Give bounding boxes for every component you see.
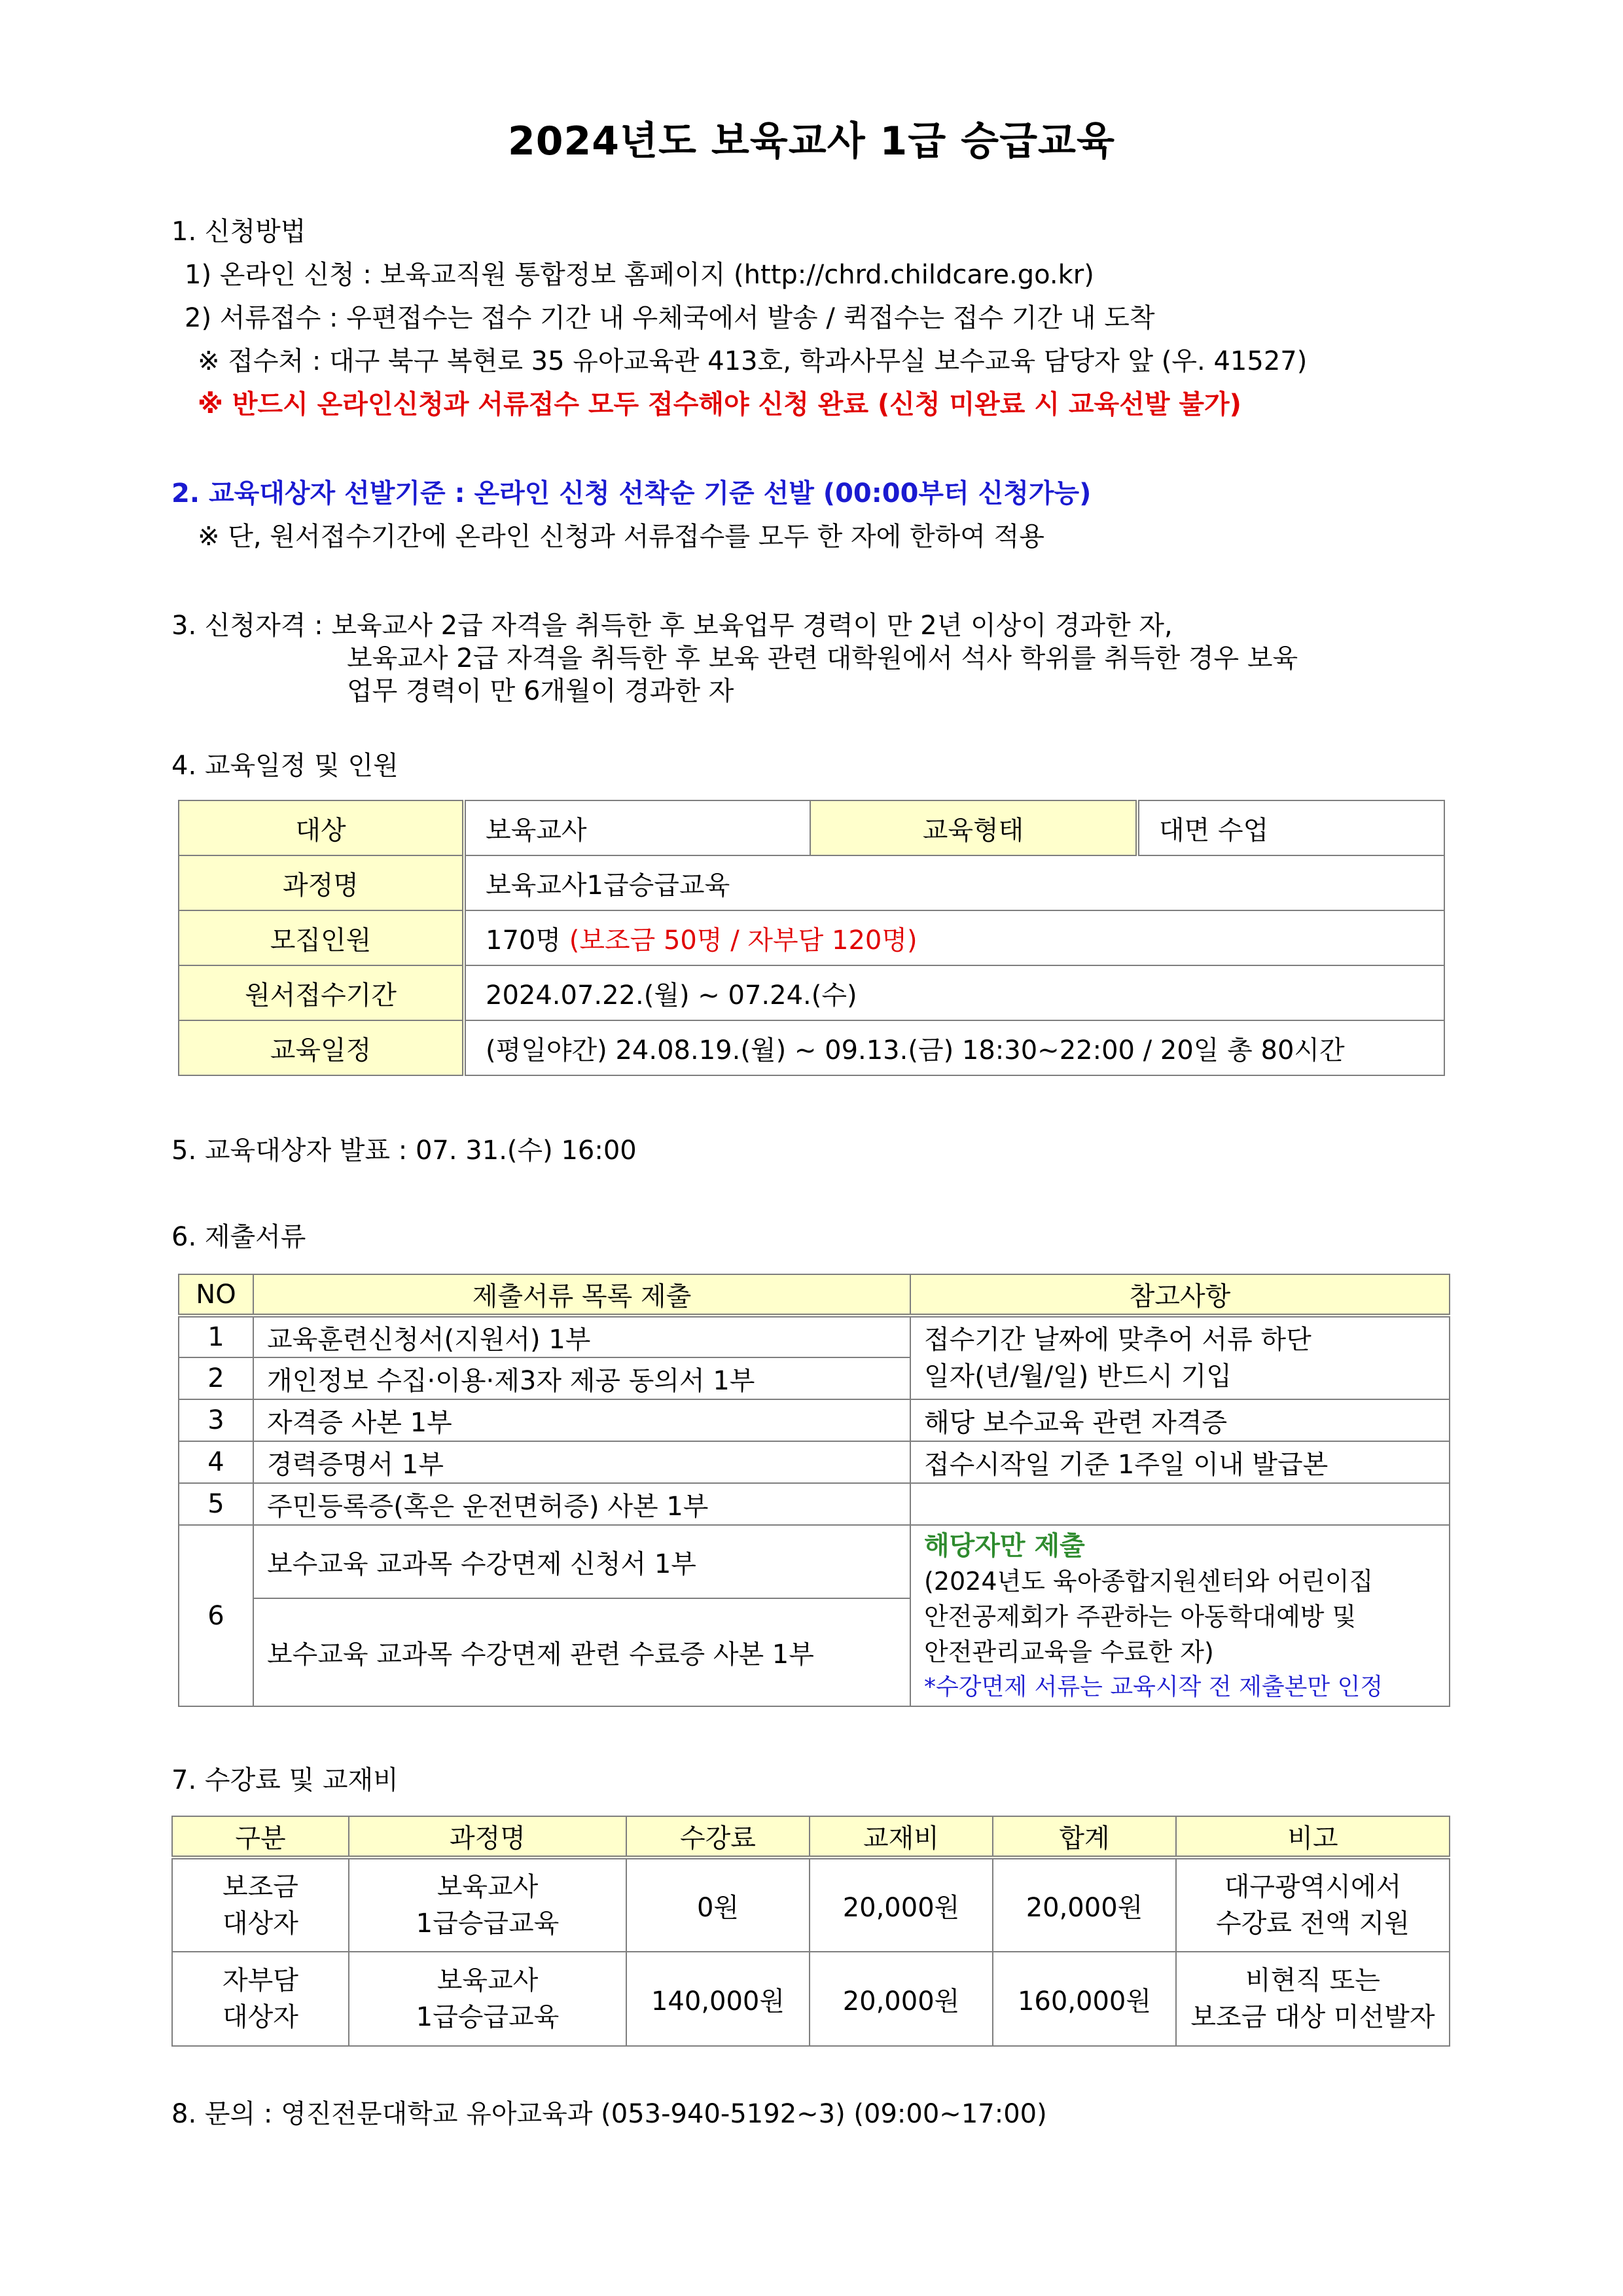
fee-col-fee: 수강료 [626,1816,810,1857]
recruit-detail: (보조금 50명 / 자부담 120명) [569,925,918,956]
doc-note: 해당 보수교육 관련 자격증 [910,1399,1450,1441]
fee-course-line-2: 1급승급교육 [416,2002,560,2032]
doc-name: 교육훈련신청서(지원서) 1부 [253,1316,910,1357]
note-exemption-line-3: 안전관리교육을 수료한 자) [924,1638,1214,1666]
page-title: 2024년도 보육교사 1급 승급교육 [508,118,1115,164]
section-5-text: 5. 교육대상자 발표 : 07. 31.(수) 16:00 [171,1136,637,1166]
total-amount: 20,000원 [993,1857,1176,1952]
fee-col-total: 합계 [993,1816,1176,1857]
schedule-table [178,800,1445,1076]
col-note: 참고사항 [910,1274,1450,1316]
schedule-label: 교육일정 [179,1020,464,1075]
fee-amount: 0원 [626,1857,810,1952]
doc-name: 보수교육 교과목 수강면제 신청서 1부 [253,1525,910,1598]
section-3-line-2: 보육교사 2급 자격을 취득한 후 보육 관련 대학원에서 석사 학위를 취득한 경우 보육 [347,643,1298,673]
doc-no: 4 [179,1441,253,1483]
fee-amount: 140,000원 [626,1952,810,2046]
fee-type [172,1857,349,1952]
fee-col-note: 비고 [1176,1816,1450,1857]
total-amount: 160,000원 [993,1952,1176,2046]
course-label: 과정명 [179,855,464,910]
note-dates [910,1316,1450,1399]
recruit-value: 170명 [486,925,561,956]
fee-course [349,1952,626,2046]
fee-col-book: 교재비 [810,1816,993,1857]
section-8-text: 8. 문의 : 영진전문대학교 유아교육과 (053-940-5192~3) (09:00~17:00) [171,2099,1047,2129]
section-4-heading: 4. 교육일정 및 인원 [171,751,399,781]
section-2-heading: 2. 교육대상자 선발기준 : 온라인 신청 선착순 기준 선발 (00:00부터 신청가능) [171,478,1092,509]
doc-name: 개인정보 수집·이용·제3자 제공 동의서 1부 [253,1357,910,1399]
doc-note: 접수시작일 기준 1주일 이내 발급본 [910,1441,1450,1483]
period-value: 2024.07.22.(월) ~ 07.24.(수) [464,965,1444,1020]
target-value: 보육교사 [464,800,810,855]
fee-note-line-1: 비현직 또는 [1245,1965,1380,1996]
recruit-cell [464,910,1444,965]
fee-note-line-2: 보조금 대상 미선발자 [1190,2002,1435,2032]
section-6-heading: 6. 제출서류 [171,1222,306,1252]
doc-note-empty [910,1483,1450,1525]
doc-no: 2 [179,1357,253,1399]
doc-no: 6 [179,1525,253,1706]
recruit-label: 모집인원 [179,910,464,965]
fee-type-line-2: 대상자 [223,1909,298,1939]
fee-col-course: 과정명 [349,1816,626,1857]
fee-note-line-1: 대구광역시에서 [1224,1872,1402,1902]
section-1-warning: ※ 반드시 온라인신청과 서류접수 모두 접수해야 신청 완료 (신청 미완료 시 교육선발 불가) [198,389,1241,420]
section-3-line-3: 업무 경력이 만 6개월이 경과한 자 [347,676,734,706]
fee-note-line-2: 수강료 전액 지원 [1216,1909,1410,1939]
fee-type-line-1: 자부담 [223,1965,298,1996]
section-1-heading: 1. 신청방법 [171,217,306,247]
fee-course [349,1857,626,1952]
fee-course-line-2: 1급승급교육 [416,1909,560,1939]
fee-note [1176,1952,1450,2046]
section-1-line-1: 1) 온라인 신청 : 보육교직원 통합정보 홈페이지 (http://chrd.childcare.go.kr) [185,260,1094,290]
fee-type-line-1: 보조금 [223,1872,298,1902]
period-label: 원서접수기간 [179,965,464,1020]
fee-type [172,1952,349,2046]
doc-name: 주민등록증(혹은 운전면허증) 사본 1부 [253,1483,910,1525]
note-dates-line-2: 일자(년/월/일) 반드시 기입 [924,1361,1232,1391]
note-exemption-line-1: (2024년도 육아종합지원센터와 어린이집 [924,1567,1374,1596]
fee-type-line-2: 대상자 [223,2002,298,2032]
note-exemption-line-4: *수강면제 서류는 교육시작 전 제출본만 인정 [924,1674,1383,1700]
section-3-line-1: 3. 신청자격 : 보육교사 2급 자격을 취득한 후 보육업무 경력이 만 2년 이상이 경과한 자, [171,611,1173,641]
doc-no: 3 [179,1399,253,1441]
course-value: 보육교사1급승급교육 [464,855,1444,910]
note-exemption [910,1525,1450,1706]
section-7-heading: 7. 수강료 및 교재비 [171,1765,399,1795]
col-no: NO [179,1274,253,1316]
doc-name: 자격증 사본 1부 [253,1399,910,1441]
book-amount: 20,000원 [810,1952,993,2046]
fee-course-line-1: 보육교사 [437,1965,539,1996]
section-1-line-3: ※ 접수처 : 대구 북구 복현로 35 유아교육관 413호, 학과사무실 보수교육 담당자 앞 (우. 41527) [198,346,1308,376]
section-1-line-2: 2) 서류접수 : 우편접수는 접수 기간 내 우체국에서 발송 / 퀵접수는 접수 기간 내 도착 [185,303,1155,333]
form-label: 교육형태 [810,800,1137,855]
documents-table [178,1274,1450,1707]
note-dates-line-1: 접수기간 날짜에 맞추어 서류 하단 [924,1325,1311,1355]
section-2-line-1: ※ 단, 원서접수기간에 온라인 신청과 서류접수를 모두 한 자에 한하여 적용 [198,522,1044,552]
fee-table [171,1816,1450,2047]
doc-no: 5 [179,1483,253,1525]
doc-name: 보수교육 교과목 수강면제 관련 수료증 사본 1부 [253,1598,910,1706]
note-exemption-line-2: 안전공제회가 주관하는 아동학대예방 및 [924,1602,1357,1631]
schedule-value: (평일야간) 24.08.19.(월) ~ 09.13.(금) 18:30~22:00 / 20일 총 80시간 [464,1020,1444,1075]
note-exemption-title: 해당자만 제출 [924,1531,1085,1561]
fee-course-line-1: 보육교사 [437,1872,539,1902]
book-amount: 20,000원 [810,1857,993,1952]
doc-no: 1 [179,1316,253,1357]
fee-note [1176,1857,1450,1952]
fee-col-type: 구분 [172,1816,349,1857]
target-label: 대상 [179,800,464,855]
col-doc: 제출서류 목록 제출 [253,1274,910,1316]
doc-name: 경력증명서 1부 [253,1441,910,1483]
form-value: 대면 수업 [1137,800,1444,855]
